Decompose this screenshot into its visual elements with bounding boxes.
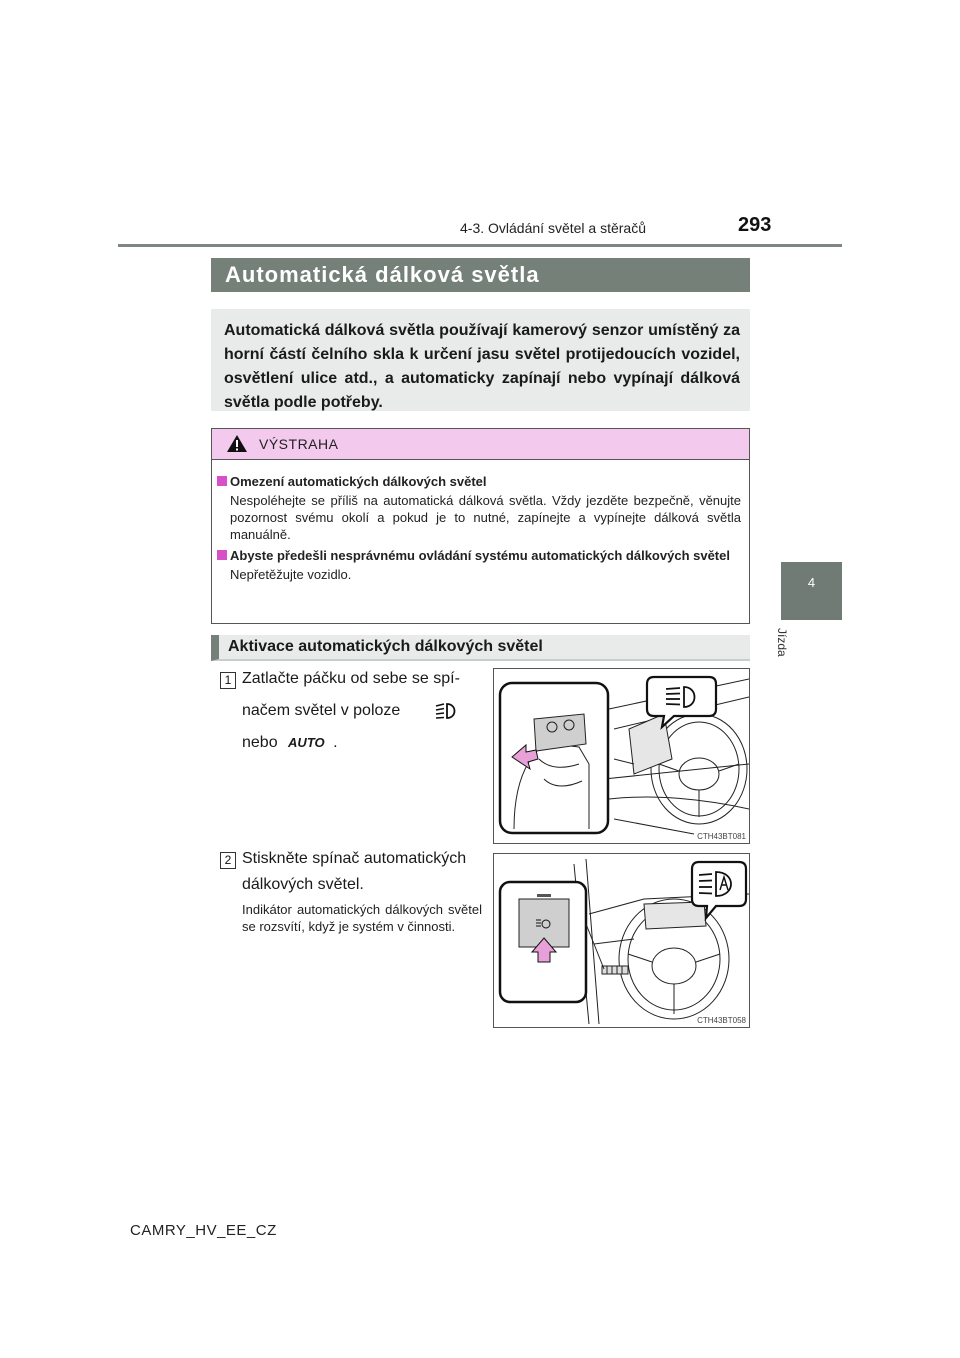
step-2-line: Stiskněte spínač automatických (242, 850, 467, 867)
figure-lever (493, 668, 750, 844)
chapter-label-text: Jízda (775, 628, 789, 657)
lever-illustration (494, 669, 749, 843)
warning-box (211, 428, 750, 624)
auto-label: AUTO (288, 735, 325, 750)
step-1-line: Zatlačte páčku od sebe se spí- (242, 670, 460, 687)
page-number: 293 (738, 214, 772, 236)
high-beam-auto-icon (433, 701, 459, 721)
section-heading: 4-3. Ovládání světel a stěračů (460, 220, 646, 236)
section-subheading: Aktivace automatických dálkových světel (211, 635, 750, 661)
step-1-line-text: načem světel v poloze (242, 702, 401, 719)
step-1-text (242, 664, 488, 758)
step-2-text (242, 846, 488, 898)
warning-item (220, 473, 741, 543)
chapter-label (775, 628, 805, 668)
model-code: CAMRY_HV_EE_CZ (130, 1222, 277, 1239)
step-1-line-text: . (333, 734, 338, 751)
intro-paragraph: Automatická dálková světla používají kamerový senzor umístěný za horní částí čelního skla k určení jasu světel protijedoucích vozidel, osvětlení ulice atd., a automaticky zapínají nebo vypínají dálková světla podle potřeby. (211, 309, 750, 411)
warning-item-body: Nepřetěžujte vozidlo. (230, 567, 352, 582)
warning-header (212, 429, 749, 460)
warning-triangle-icon (226, 434, 248, 453)
step-number: 2 (220, 852, 236, 869)
figure-switch (493, 853, 750, 1028)
step-2-note: Indikátor automatických dálkových světel se rozsvítí, když je systém v činnosti. (242, 902, 482, 934)
page-title: Automatická dálková světla (211, 258, 750, 292)
switch-illustration (494, 854, 749, 1027)
step-number: 1 (220, 672, 236, 689)
warning-item-body: Nespoléhejte se příliš na automatická dálková světla. Vždy jezděte bezpečně, věnujte pozornost svému okolí a pokud je to nutné, zapínejte a vypínejte dálková světla manuálně. (230, 493, 741, 542)
warning-title: VÝSTRAHA (259, 436, 339, 452)
step-2-line: dálkových světel. (242, 876, 364, 893)
header-rule (118, 244, 842, 247)
bullet-square-icon (217, 550, 227, 560)
warning-item-heading: Abyste předešli nesprávnému ovládání systému automatických dálkových světel (230, 548, 730, 563)
figure-code: CTH43BT081 (697, 832, 746, 841)
step-1-line (242, 696, 488, 726)
warning-item-heading: Omezení automatických dálkových světel (230, 474, 487, 489)
figure-code: CTH43BT058 (697, 1016, 746, 1025)
chapter-tab (781, 562, 842, 620)
bullet-square-icon (217, 476, 227, 486)
step-1-line (242, 728, 488, 758)
warning-body (212, 460, 749, 583)
step-1-line-text: nebo (242, 734, 278, 751)
warning-item (220, 547, 741, 583)
chapter-number: 4 (807, 575, 816, 590)
